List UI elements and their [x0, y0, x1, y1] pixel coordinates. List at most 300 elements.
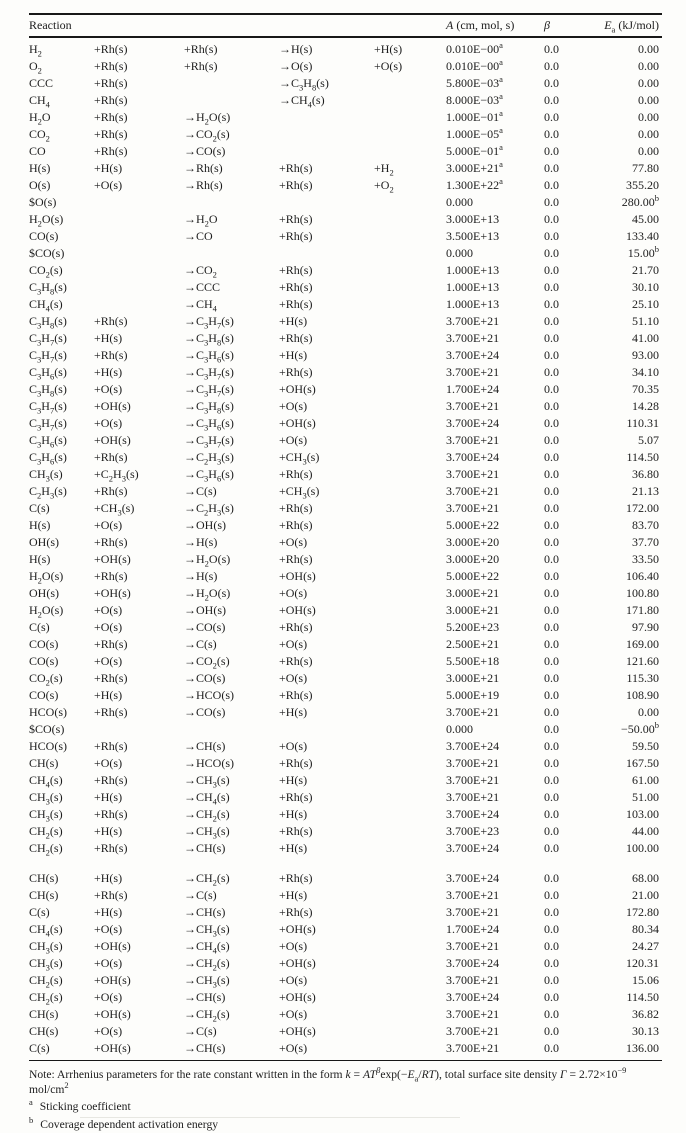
beta-value: 0.0 — [544, 755, 559, 770]
reaction-term-3: →CH(s) — [184, 1040, 226, 1055]
beta-value: 0.0 — [544, 466, 559, 481]
table-row — [29, 789, 662, 806]
ea-value: 106.40 — [626, 568, 659, 583]
reaction-reactant-1: $C_3H_7(s)$ — [29, 415, 67, 432]
reaction-term-3: $\to CO_2(s)$ — [184, 126, 230, 143]
reaction-reactant-1: CO(s) — [29, 636, 59, 651]
table-row — [29, 921, 662, 938]
ea-value: 103.00 — [626, 806, 659, 821]
reaction-reactant-2: +OH(s) — [94, 938, 131, 953]
reaction-term-3: →C(s) — [184, 636, 217, 651]
ea-value: 169.00 — [626, 636, 659, 651]
table-header-row — [29, 15, 662, 36]
a-value: 3.700E+24 — [446, 415, 500, 430]
reaction-reactant-1: CH(s) — [29, 870, 59, 885]
ea-value: 30.13 — [632, 1023, 659, 1038]
a-value: 3.700E+21 — [446, 772, 500, 787]
reaction-term-5 — [374, 534, 446, 551]
beta-value: 0.0 — [544, 126, 559, 141]
reaction-term-4: +Rh(s) — [279, 279, 313, 294]
reaction-reactant-2: +O(s) — [94, 177, 123, 192]
beta-value: 0.0 — [544, 330, 559, 345]
reaction-term-4: $\to C_3H_8(s)$ — [279, 75, 329, 92]
reaction-term-5 — [374, 449, 446, 466]
beta-value: 0.0 — [544, 721, 559, 736]
reaction-term-3: $\to CH_4(s)$ — [184, 789, 230, 806]
ea-value: 0.00 — [638, 41, 659, 56]
a-value: 3.000E+13 — [446, 211, 500, 226]
reaction-reactant-1: $CO(s) — [29, 721, 65, 736]
a-value: 3.700E+24 — [446, 870, 500, 885]
beta-value: 0.0 — [544, 887, 559, 902]
reaction-term-5 — [374, 551, 446, 568]
table-row — [29, 551, 662, 568]
beta-value: 0.0 — [544, 92, 559, 107]
reaction-term-5 — [374, 619, 446, 636]
reaction-reactant-2: +Rh(s) — [94, 483, 128, 498]
beta-value: 0.0 — [544, 194, 559, 209]
reaction-reactant-1: $C_3H_8(s)$ — [29, 313, 67, 330]
reaction-term-4: +O(s) — [279, 585, 308, 600]
reaction-term-3: $\to C_3H_6(s)$ — [184, 415, 234, 432]
reaction-term-4 — [279, 143, 374, 160]
reaction-term-3: $\to CH_2(s)$ — [184, 870, 230, 887]
a-value: 3.700E+21 — [446, 483, 500, 498]
table-row — [29, 211, 662, 228]
reaction-reactant-1: $CH_3(s)$ — [29, 789, 63, 806]
a-value: 3.700E+21 — [446, 789, 500, 804]
reaction-reactant-2: +Rh(s) — [94, 347, 128, 362]
reaction-term-5 — [374, 330, 446, 347]
ea-value: 51.00 — [632, 789, 659, 804]
reaction-reactant-1: $C_3H_8(s)$ — [29, 381, 67, 398]
reaction-reactant-1: $CH_3(s)$ — [29, 938, 63, 955]
footnote-b-marker: b — [29, 1115, 34, 1126]
reaction-term-4: +Rh(s) — [279, 160, 313, 175]
a-value: 3.700E+21 — [446, 313, 500, 328]
reaction-term-5 — [374, 887, 446, 904]
reaction-reactant-1: $CH_2(s)$ — [29, 972, 63, 989]
reaction-term-4: $\to CH_4(s)$ — [279, 92, 325, 109]
reaction-reactant-2: +Rh(s) — [94, 887, 128, 902]
ea-value: 0.00 — [638, 126, 659, 141]
reaction-term-5 — [374, 636, 446, 653]
beta-value: 0.0 — [544, 602, 559, 617]
beta-value: 0.0 — [544, 398, 559, 413]
a-value: 0.000 — [446, 194, 473, 209]
reaction-term-5 — [374, 381, 446, 398]
beta-value: 0.0 — [544, 904, 559, 919]
reaction-term-4: +O(s) — [279, 1040, 308, 1055]
reaction-term-5 — [374, 143, 446, 160]
reaction-term-3: $\to CH_2(s)$ — [184, 955, 230, 972]
table-row — [29, 109, 662, 126]
reaction-term-4: +Rh(s) — [279, 823, 313, 838]
reaction-term-4 — [279, 245, 374, 262]
reaction-term-4 — [279, 126, 374, 143]
reaction-term-4: +O(s) — [279, 398, 308, 413]
beta-value: 0.0 — [544, 262, 559, 277]
beta-value: 0.0 — [544, 211, 559, 226]
table-row — [29, 228, 662, 245]
reaction-term-3: $\to CH_3(s)$ — [184, 972, 230, 989]
beta-value: 0.0 — [544, 449, 559, 464]
reaction-reactant-1: $CH_4$ — [29, 92, 50, 109]
reaction-reactant-1: $CH_3(s)$ — [29, 466, 63, 483]
reaction-reactant-2: $+CH_3(s)$ — [94, 500, 135, 517]
reaction-reactant-2: +OH(s) — [94, 1006, 131, 1021]
reaction-reactant-2: +O(s) — [94, 989, 123, 1004]
table-row — [29, 347, 662, 364]
reaction-reactant-2: +Rh(s) — [94, 58, 128, 73]
reaction-term-5 — [374, 194, 446, 211]
reaction-term-5 — [374, 738, 446, 755]
table-bottom-rule — [29, 1060, 662, 1062]
reaction-term-3 — [184, 245, 279, 262]
reaction-term-5 — [374, 1040, 446, 1057]
column-break-gap — [29, 857, 662, 870]
reaction-term-5 — [374, 921, 446, 938]
reaction-reactant-2: +Rh(s) — [94, 126, 128, 141]
ea-value: 121.60 — [626, 653, 659, 668]
header-activation-energy: $E_a$ (kJ/mol) — [604, 18, 659, 35]
ea-value: 120.31 — [626, 955, 659, 970]
reaction-reactant-1: H(s) — [29, 160, 51, 175]
reaction-reactant-2: +Rh(s) — [94, 704, 128, 719]
reaction-reactant-2: +O(s) — [94, 415, 123, 430]
ea-value: 100.00 — [626, 840, 659, 855]
reaction-reactant-1: $C_3H_7(s)$ — [29, 347, 67, 364]
reaction-term-5 — [374, 670, 446, 687]
table-row — [29, 1006, 662, 1023]
a-value: 3.700E+21 — [446, 500, 500, 515]
reaction-reactant-2: $+C_2H_3(s)$ — [94, 466, 139, 483]
ea-value: 93.00 — [632, 347, 659, 362]
ea-value: 30.10 — [632, 279, 659, 294]
a-value: 3.700E+21 — [446, 398, 500, 413]
ea-value: 114.50 — [626, 989, 659, 1004]
reaction-reactant-2: +OH(s) — [94, 432, 131, 447]
table-row — [29, 755, 662, 772]
reaction-term-5 — [374, 938, 446, 955]
reaction-term-3: +Rh(s) — [184, 41, 218, 56]
reaction-reactant-1: $C_3H_6(s)$ — [29, 432, 67, 449]
beta-value: 0.0 — [544, 1023, 559, 1038]
ea-value: 25.10 — [632, 296, 659, 311]
reaction-term-3: $\to CH_3(s)$ — [184, 772, 230, 789]
table-note: Note: Arrhenius parameters for the rate constant written in the form $k = AT^\beta\exp(-E_a/RT)$, total surface site density $\Gamma = 2.72\times 10^{-9}$ mol/$cm^2$ — [29, 1065, 627, 1096]
ea-value: 171.80 — [626, 602, 659, 617]
beta-value: 0.0 — [544, 585, 559, 600]
ea-value: 83.70 — [632, 517, 659, 532]
reaction-reactant-1: $C_3H_7(s)$ — [29, 330, 67, 347]
reaction-term-4: +H(s) — [279, 887, 308, 902]
reaction-term-5 — [374, 500, 446, 517]
table-row — [29, 483, 662, 500]
ea-value: 97.90 — [632, 619, 659, 634]
beta-value: 0.0 — [544, 279, 559, 294]
reaction-reactant-2: +OH(s) — [94, 585, 131, 600]
ea-value: 133.40 — [626, 228, 659, 243]
beta-value: 0.0 — [544, 500, 559, 515]
reaction-term-3 — [184, 194, 279, 211]
a-value: $3.000E+21^a$ — [446, 158, 503, 175]
reaction-term-3: $\to C_3H_6(s)$ — [184, 347, 234, 364]
reaction-term-4: +O(s) — [279, 432, 308, 447]
beta-value: 0.0 — [544, 432, 559, 447]
a-value: 1.700E+24 — [446, 381, 500, 396]
reaction-reactant-2: +Rh(s) — [94, 75, 128, 90]
reaction-term-3: $\to H_2O(s)$ — [184, 109, 231, 126]
table-row — [29, 772, 662, 789]
a-value: $0.010E-00^a$ — [446, 56, 503, 73]
reaction-reactant-1: $C_3H_8(s)$ — [29, 279, 67, 296]
beta-value: 0.0 — [544, 704, 559, 719]
reaction-reactant-1: CCC — [29, 75, 54, 90]
a-value: 3.700E+21 — [446, 466, 500, 481]
beta-value: 0.0 — [544, 381, 559, 396]
a-value: 3.700E+24 — [446, 738, 500, 753]
reaction-reactant-1: $H_2O(s)$ — [29, 211, 64, 228]
reaction-reactant-1: $CO_2(s)$ — [29, 670, 63, 687]
beta-value: 0.0 — [544, 738, 559, 753]
reaction-reactant-1: $CO_2$ — [29, 126, 50, 143]
reaction-term-4: +Rh(s) — [279, 619, 313, 634]
table-row — [29, 887, 662, 904]
reaction-term-4: +Rh(s) — [279, 551, 313, 566]
reaction-term-5 — [374, 755, 446, 772]
ea-value: 15.00$^b$ — [627, 243, 659, 260]
reaction-reactant-2: +H(s) — [94, 870, 123, 885]
reaction-term-3: →CH(s) — [184, 989, 226, 1004]
reaction-reactant-1: $C_3H_7(s)$ — [29, 398, 67, 415]
reaction-term-4: +H(s) — [279, 840, 308, 855]
reaction-reactant-2: +Rh(s) — [94, 772, 128, 787]
reaction-term-3: $\to C_3H_6(s)$ — [184, 466, 234, 483]
ea-value: 68.00 — [632, 870, 659, 885]
a-value: 5.200E+23 — [446, 619, 500, 634]
footnote-a — [29, 1098, 662, 1115]
reaction-reactant-1: $C_3H_6(s)$ — [29, 449, 67, 466]
beta-value: 0.0 — [544, 806, 559, 821]
reaction-reactant-2: +Rh(s) — [94, 534, 128, 549]
reaction-reactant-2: +Rh(s) — [94, 449, 128, 464]
reaction-term-5 — [374, 398, 446, 415]
reaction-term-4: +H(s) — [279, 704, 308, 719]
reaction-reactant-1: OH(s) — [29, 585, 59, 600]
reaction-reactant-2: +H(s) — [94, 364, 123, 379]
reaction-reactant-2: +Rh(s) — [94, 313, 128, 328]
ea-value: 136.00 — [626, 1040, 659, 1055]
reaction-reactant-1: OH(s) — [29, 534, 59, 549]
reaction-term-3: →CH(s) — [184, 738, 226, 753]
beta-value: 0.0 — [544, 364, 559, 379]
a-value: 3.700E+24 — [446, 449, 500, 464]
table-rows — [29, 38, 662, 1057]
table-row — [29, 194, 662, 211]
ea-value: 36.82 — [632, 1006, 659, 1021]
ea-value: 33.50 — [632, 551, 659, 566]
reaction-reactant-1: O(s) — [29, 177, 51, 192]
reaction-reactant-1: HCO(s) — [29, 738, 67, 753]
reaction-term-5 — [374, 687, 446, 704]
ea-value: 77.80 — [632, 160, 659, 175]
beta-value: 0.0 — [544, 1006, 559, 1021]
reaction-term-3: →CO(s) — [184, 143, 226, 158]
a-value: 1.000E+13 — [446, 262, 500, 277]
header-beta: β — [544, 18, 550, 32]
a-value: 3.000E+20 — [446, 551, 500, 566]
reaction-reactant-1: CO(s) — [29, 653, 59, 668]
a-value: 3.700E+21 — [446, 755, 500, 770]
ea-value: 45.00 — [632, 211, 659, 226]
a-value: 5.500E+18 — [446, 653, 500, 668]
beta-value: 0.0 — [544, 921, 559, 936]
reaction-reactant-2: +Rh(s) — [94, 41, 128, 56]
a-value: 1.700E+24 — [446, 921, 500, 936]
beta-value: 0.0 — [544, 517, 559, 532]
reaction-reactant-2: +O(s) — [94, 653, 123, 668]
a-value: $5.000E-01^a$ — [446, 141, 503, 158]
reaction-reactant-1: $CH_4(s)$ — [29, 921, 63, 938]
a-value: 3.700E+23 — [446, 823, 500, 838]
beta-value: 0.0 — [544, 534, 559, 549]
ea-value: 0.00 — [638, 92, 659, 107]
ea-value: 0.00 — [638, 143, 659, 158]
table-row — [29, 585, 662, 602]
a-value: 3.500E+13 — [446, 228, 500, 243]
ea-value: 0.00 — [638, 58, 659, 73]
table-row — [29, 1040, 662, 1057]
reaction-term-3: →Rh(s) — [184, 177, 223, 192]
reaction-term-3: →C(s) — [184, 887, 217, 902]
reaction-term-4: +OH(s) — [279, 381, 316, 396]
ea-value: 34.10 — [632, 364, 659, 379]
beta-value: 0.0 — [544, 938, 559, 953]
beta-value: 0.0 — [544, 551, 559, 566]
table-row — [29, 840, 662, 857]
ea-value: 100.80 — [626, 585, 659, 600]
a-value: 1.000E+13 — [446, 279, 500, 294]
reaction-term-4: +OH(s) — [279, 1023, 316, 1038]
a-value: 1.000E+13 — [446, 296, 500, 311]
reaction-term-5 — [374, 517, 446, 534]
table-row — [29, 721, 662, 738]
ea-value: 5.07 — [638, 432, 659, 447]
reaction-term-5: $+H_2$ — [374, 160, 394, 177]
reaction-reactant-1: $H_2O$ — [29, 109, 51, 126]
reaction-term-3: $\to CH_3(s)$ — [184, 921, 230, 938]
a-value: 3.000E+20 — [446, 534, 500, 549]
reaction-reactant-1: CO — [29, 143, 46, 158]
beta-value: 0.0 — [544, 347, 559, 362]
reaction-term-5 — [374, 75, 446, 92]
reaction-term-3: $\to C_3H_8(s)$ — [184, 330, 234, 347]
reaction-term-5 — [374, 904, 446, 921]
reaction-reactant-2 — [94, 211, 184, 228]
a-value: 3.000E+21 — [446, 670, 500, 685]
reaction-term-4: +Rh(s) — [279, 517, 313, 532]
beta-value: 0.0 — [544, 989, 559, 1004]
reaction-term-5 — [374, 989, 446, 1006]
table-row — [29, 262, 662, 279]
a-value: 3.700E+21 — [446, 972, 500, 987]
table-row — [29, 823, 662, 840]
reaction-term-3: →Rh(s) — [184, 160, 223, 175]
reaction-term-3: $\to H_2O$ — [184, 211, 218, 228]
reaction-term-5 — [374, 972, 446, 989]
table-row — [29, 160, 662, 177]
table-row — [29, 466, 662, 483]
reaction-term-5 — [374, 279, 446, 296]
beta-value: 0.0 — [544, 972, 559, 987]
a-value: 3.700E+21 — [446, 330, 500, 345]
reaction-term-3: →CO(s) — [184, 670, 226, 685]
reaction-reactant-1: C(s) — [29, 1040, 50, 1055]
reaction-term-3: $\to C_3H_7(s)$ — [184, 432, 234, 449]
a-value: 5.000E+22 — [446, 517, 500, 532]
table-row — [29, 704, 662, 721]
a-value: $0.010E-00^a$ — [446, 39, 503, 56]
beta-value: 0.0 — [544, 955, 559, 970]
ea-value: 115.30 — [626, 670, 659, 685]
reaction-term-3: →CCC — [184, 279, 221, 294]
a-value: 3.700E+21 — [446, 1023, 500, 1038]
reaction-reactant-2: +H(s) — [94, 823, 123, 838]
reaction-term-5 — [374, 109, 446, 126]
reaction-reactant-2: +H(s) — [94, 687, 123, 702]
reaction-term-4: +Rh(s) — [279, 211, 313, 226]
table-row — [29, 415, 662, 432]
reaction-term-5 — [374, 313, 446, 330]
beta-value: 0.0 — [544, 840, 559, 855]
beta-value: 0.0 — [544, 789, 559, 804]
beta-value: 0.0 — [544, 670, 559, 685]
reaction-reactant-2: +H(s) — [94, 904, 123, 919]
ea-value: 61.00 — [632, 772, 659, 787]
reaction-term-5 — [374, 789, 446, 806]
reaction-term-5 — [374, 602, 446, 619]
reaction-term-4: +OH(s) — [279, 602, 316, 617]
a-value: 3.700E+21 — [446, 904, 500, 919]
ea-value: 355.20 — [626, 177, 659, 192]
table-row — [29, 75, 662, 92]
beta-value: 0.0 — [544, 483, 559, 498]
reaction-term-4: $+CH_3(s)$ — [279, 449, 320, 466]
reaction-term-5 — [374, 466, 446, 483]
beta-value: 0.0 — [544, 143, 559, 158]
beta-value: 0.0 — [544, 75, 559, 90]
table-row — [29, 177, 662, 194]
reaction-term-3: $\to C_3H_7(s)$ — [184, 381, 234, 398]
reaction-term-4: +H(s) — [279, 347, 308, 362]
reaction-term-3: $\to CH_4(s)$ — [184, 938, 230, 955]
table-row — [29, 670, 662, 687]
reaction-term-3: $\to C_3H_8(s)$ — [184, 398, 234, 415]
reaction-term-5 — [374, 415, 446, 432]
beta-value: 0.0 — [544, 619, 559, 634]
reaction-term-3 — [184, 75, 279, 92]
reaction-reactant-1: $H_2O(s)$ — [29, 568, 64, 585]
reaction-term-4: →H(s) — [279, 41, 313, 56]
ea-value: 172.80 — [626, 904, 659, 919]
table-row — [29, 296, 662, 313]
ea-value: 0.00 — [638, 75, 659, 90]
reaction-reactant-1: CH(s) — [29, 887, 59, 902]
reaction-reactant-1: CO(s) — [29, 687, 59, 702]
table-row — [29, 687, 662, 704]
a-value: 3.700E+24 — [446, 347, 500, 362]
